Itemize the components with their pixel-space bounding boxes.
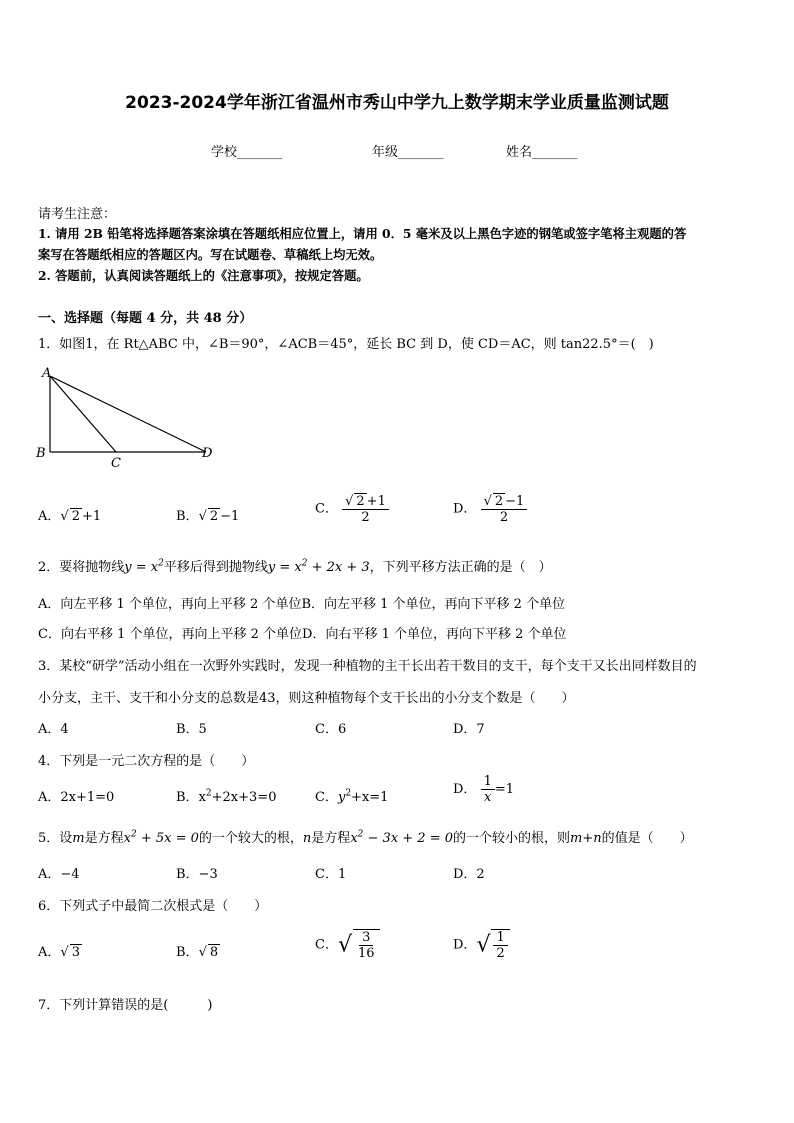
q6-option-d: D．√ $\frac{1}{2}$ — [453, 929, 510, 961]
q1-triangle-figure — [34, 364, 218, 472]
label-d: D — [202, 446, 213, 461]
notice-line-2: 2. 答题前，认真阅读答题纸上的《注意事项》，按规定答题。 — [38, 268, 369, 283]
q5-option-c: C．1 — [315, 867, 347, 882]
notice-heading: 请考生注意： — [38, 207, 117, 222]
q1-option-a: A．√ 2 +1 — [38, 509, 102, 524]
q3-option-c: C．6 — [315, 722, 347, 737]
q4-option-c: C．$y^2+x=1$ — [315, 788, 389, 805]
q3-stem-b: 小分支，主干、支干和小分支的总数是43，则这种植物每个支干长出的小分支个数是（ ） — [38, 691, 575, 706]
q1-stem: 1．如图1，在 Rt△ABC 中，∠B＝90°，∠ACB＝45°，延长 BC 到 D，使 CD＝AC，则 tan22.5°＝( ) — [38, 337, 654, 352]
q3-stem-a: 3．某校“研学”活动小组在一次野外实践时，发现一种植物的主干长出若干数目的支干，每个支干又长出同样数目的 — [38, 659, 697, 674]
q2-stem: 2．要将抛物线$y = x^2$平移后得到抛物线$y = x^2 + 2x + 3$，下列平移方法正确的是（ ） — [38, 558, 552, 575]
q4-option-b: B．$x^2+2x+3=0$ — [176, 788, 277, 805]
q3-option-d: D．7 — [453, 722, 485, 737]
q6-option-c: C．√ $\frac{3}{16}$ — [315, 929, 380, 961]
q5-option-b: B．−3 — [176, 867, 218, 882]
q3-option-b: B．5 — [176, 722, 207, 737]
q5-option-a: A．−4 — [38, 867, 80, 882]
q5-option-d: D．2 — [453, 867, 485, 882]
q1-option-d: D． $\frac{√ 2 -1}{2}$ — [453, 493, 527, 525]
q4-option-d: D． $\frac{1}{x}$ =1 — [453, 774, 515, 805]
q6-stem: 6．下列式子中最简二次根式是（ ） — [38, 899, 268, 914]
school-field: 学校_______ — [211, 145, 283, 160]
q2-options-ab: A．向左平移 1 个单位，再向上平移 2 个单位B．向左平移 1 个单位，再向下平移 2 个单位 — [38, 597, 566, 612]
section-heading: 一、选择题（每题 4 分，共 48 分） — [38, 311, 253, 326]
q5-stem: 5．设m是方程$x^2 + 5x = 0$的一个较大的根，n是方程$x^2 - 3x + 2 = 0$的一个较小的根，则m+n的值是（ ） — [38, 829, 693, 846]
q6-option-b: B．√ 8 — [176, 945, 219, 960]
side-ad — [50, 376, 206, 452]
page-title: 2023-2024学年浙江省温州市秀山中学九上数学期末学业质量监测试题 — [125, 93, 669, 113]
label-b: B — [36, 446, 46, 461]
q1-option-b: B．√ 2 −1 — [176, 509, 240, 524]
q6-option-a: A．√ 3 — [38, 945, 80, 960]
q1-option-c: C． $\frac{√ 2 +1}{2}$ — [315, 493, 389, 525]
name-field: 姓名_______ — [506, 145, 578, 160]
q4-stem: 4．下列是一元二次方程的是（ ） — [38, 754, 255, 769]
q4-option-a: A．2x+1=0 — [38, 790, 115, 805]
q3-option-a: A．4 — [38, 722, 69, 737]
q7-stem: 7．下列计算错误的是( ) — [38, 998, 213, 1013]
side-ac — [50, 376, 116, 452]
grade-field: 年级_______ — [372, 145, 444, 160]
notice-line-1b: 案写在答题纸相应的答题区内。写在试题卷、草稿纸上均无效。 — [38, 247, 383, 262]
label-c: C — [111, 456, 121, 471]
q2-options-cd: C．向右平移 1 个单位，再向上平移 2 个单位D．向右平移 1 个单位，再向下平移 2 个单位 — [38, 627, 567, 642]
label-a: A — [42, 366, 52, 381]
notice-line-1a: 1. 请用 2B 铅笔将选择题答案涂填在答题纸相应位置上，请用 0．5 毫米及以上黑色字迹的钢笔或签字笔将主观题的答 — [38, 226, 687, 241]
